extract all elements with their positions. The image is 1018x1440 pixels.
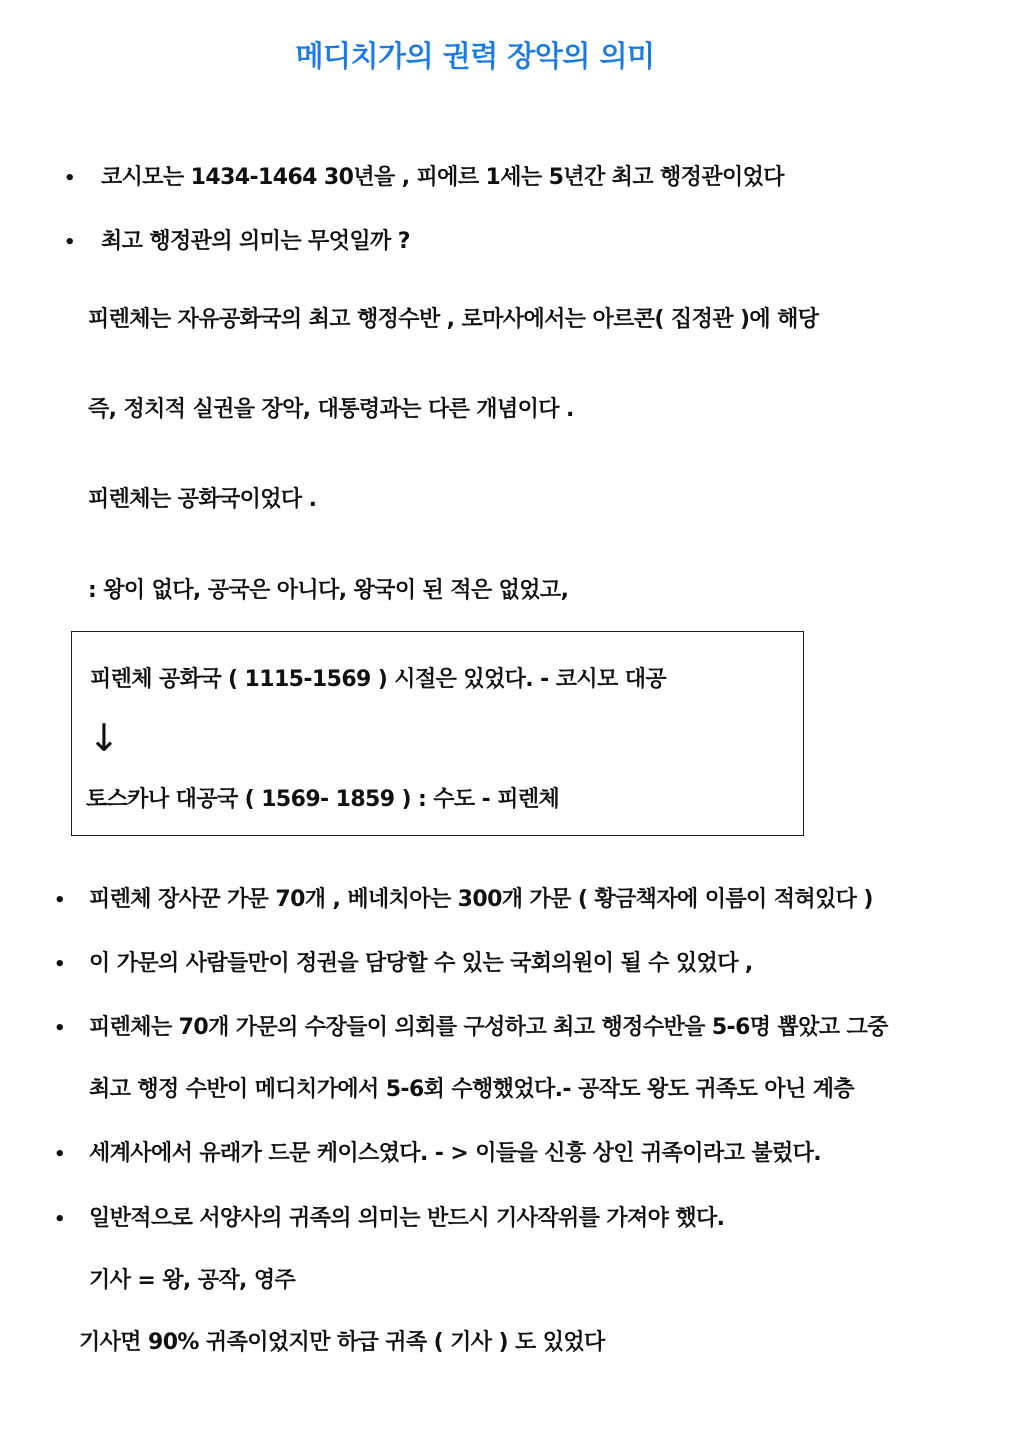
bullet-continuation: 최고 행정 수반이 메디치가에서 5-6회 수행했었다.- 공작도 왕도 귀족도 아닌 계층 <box>89 1077 855 1102</box>
bullet-dot: • <box>64 232 76 253</box>
paragraph: 피렌체는 공화국이었다 . <box>88 487 317 512</box>
paragraph: 즉, 정치적 실권을 장악, 대통령과는 다른 개념이다 . <box>88 397 574 422</box>
bullet-text: 최고 행정관의 의미는 무엇일까 ? <box>101 229 410 254</box>
paragraph: : 왕이 없다, 공국은 아니다, 왕국이 된 적은 없었고, <box>88 578 569 603</box>
bullet-text: 코시모는 1434-1464 30년을 , 피에르 1세는 5년간 최고 행정관이었다 <box>101 165 784 190</box>
down-arrow-icon: ↓ <box>88 716 120 760</box>
page-title: 메디치가의 권력 장악의 의미 <box>295 39 655 73</box>
paragraph: 피렌체는 자유공화국의 최고 행정수반 , 로마사에서는 아르콘( 집정관 )에 해당 <box>88 307 819 332</box>
bullet-dot: • <box>54 954 66 975</box>
knight-definition: 기사 = 왕, 공작, 영주 <box>89 1268 296 1293</box>
box-line-republic: 피렌체 공화국 ( 1115-1569 ) 시절은 있었다. - 코시모 대공 <box>90 667 667 692</box>
box-line-grand-duchy: 토스카나 대공국 ( 1569- 1859 ) : 수도 - 피렌체 <box>86 787 560 812</box>
bullet-text: 피렌체는 70개 가문의 수장들이 의회를 구성하고 최고 행정수반을 5-6명 뽑았고 그중 <box>89 1015 888 1040</box>
bullet-text: 일반적으로 서양사의 귀족의 의미는 반드시 기사작위를 가져야 했다. <box>89 1206 725 1231</box>
bullet-text: 피렌체 장사꾼 가문 70개 , 베네치아는 300개 가문 ( 황금책자에 이름이 적혀있다 ) <box>89 887 873 912</box>
bullet-text: 세계사에서 유래가 드문 케이스였다. - > 이들을 신흥 상인 귀족이라고 불렀다. <box>89 1141 822 1166</box>
bullet-dot: • <box>64 168 76 189</box>
bullet-text: 이 가문의 사람들만이 정권을 담당할 수 있는 국회의원이 될 수 있었다 , <box>89 951 753 976</box>
bullet-dot: • <box>54 1209 66 1230</box>
knight-note: 기사면 90% 귀족이었지만 하급 귀족 ( 기사 ) 도 있었다 <box>79 1330 605 1355</box>
bullet-dot: • <box>54 1144 66 1165</box>
bullet-dot: • <box>54 1018 66 1039</box>
bullet-dot: • <box>54 890 66 911</box>
